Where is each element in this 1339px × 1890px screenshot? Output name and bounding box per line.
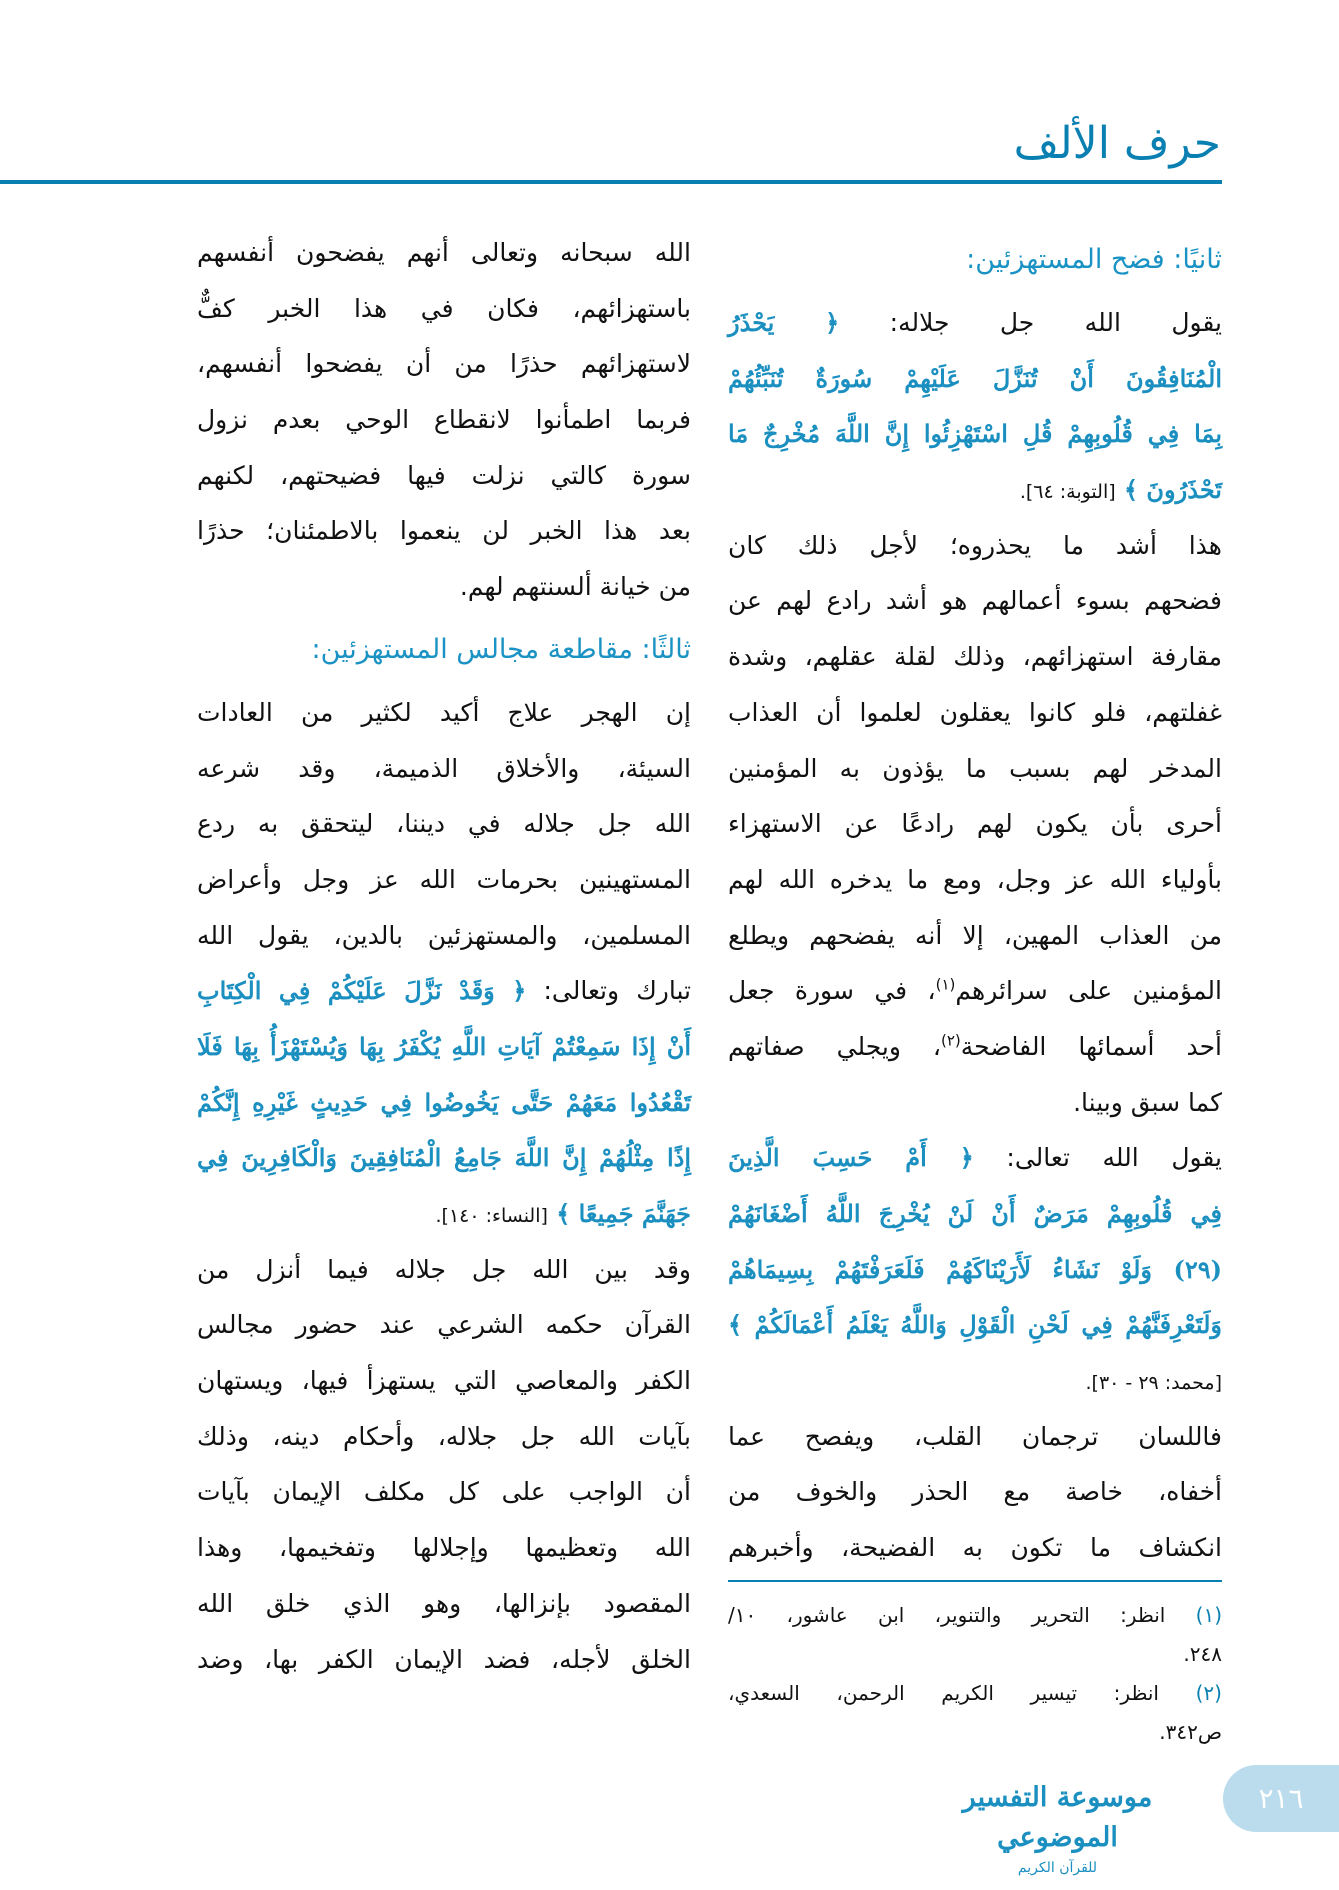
text-segment: انكشاف ما تكون به الفضيحة، وأخبرهم — [728, 1533, 1222, 1563]
verse-reference: [محمد: ٢٩ - ٣٠]. — [1085, 1372, 1222, 1395]
footnote-number: (٢) — [1158, 1680, 1222, 1705]
footnote-separator — [728, 1580, 1222, 1596]
text-segment: ، ويجلي صفاتهم — [728, 1031, 941, 1061]
text-segment: المسلمين، والمستهزئين بالدين، يقول الله — [197, 920, 691, 950]
text-segment: انظر: تيسير الكريم الرحمن، السعدي، — [728, 1680, 1159, 1705]
quran-verse-segment: أَنْ إِذَا سَمِعْتُمْ آيَاتِ اللَّهِ يُكْفَرُ بِهَا وَيُسْتَهْزَأُ بِهَا فَلَا — [197, 1031, 691, 1061]
text-segment: ص٣٤٢. — [1159, 1719, 1222, 1744]
logo-subtitle: للقرآن الكريم — [1017, 1860, 1098, 1876]
text-line — [197, 281, 691, 337]
text-segment: المؤمنين على سرائرهم — [955, 976, 1222, 1006]
text-segment: المدخر لهم بسبب ما يؤذون به المؤمنين — [728, 753, 1222, 783]
text-line — [197, 963, 691, 1019]
text-segment: كما سبق وبينا. — [1073, 1087, 1222, 1117]
text-line — [197, 448, 691, 504]
text-line — [197, 225, 691, 281]
text-segment: فضحهم بسوء أعمالهم هو أشد رادع لهم عن — [728, 586, 1222, 616]
quran-verse-segment: تَقْعُدُوا مَعَهُمْ حَتَّى يَخُوضُوا فِي حَدِيثٍ غَيْرِهِ إِنَّكُمْ — [197, 1087, 691, 1117]
text-segment: الله وتعظيمها وإجلالها وتفخيمها، وهذا — [197, 1533, 691, 1563]
text-line — [197, 1242, 691, 1298]
footnote-marker: (٢) — [941, 1031, 961, 1050]
text-segment: لاستهزائهم حذرًا من أن يفضحوا أنفسهم، — [197, 349, 691, 379]
quran-verse-segment: إِذًا مِثْلُهُمْ إِنَّ اللَّهَ جَامِعُ الْمُنَافِقِينَ وَالْكَافِرِينَ فِي — [197, 1143, 691, 1173]
quran-verse-segment: فِي قُلُوبِهِمْ مَرَضٌ أَنْ لَنْ يُخْرِجَ اللَّهُ أَضْغَانَهُمْ — [728, 1199, 1222, 1228]
footnote-line — [728, 1674, 1222, 1713]
text-line — [728, 796, 1222, 852]
text-line — [728, 629, 1222, 685]
footnote-line — [728, 1596, 1222, 1635]
text-segment: ٢٤٨. — [1183, 1641, 1222, 1666]
text-segment: أن الواجب على كل مكلف الإيمان بآيات — [197, 1477, 691, 1507]
text-segment: إن الهجر علاج أكيد لكثير من العادات — [197, 697, 691, 727]
text-line — [197, 1075, 691, 1131]
text-line — [197, 1520, 691, 1576]
text-line — [728, 685, 1222, 741]
text-line — [728, 351, 1222, 407]
text-line — [197, 503, 691, 559]
verse-reference: [التوبة: ٦٤]. — [1019, 481, 1116, 504]
text-segment: هذا أشد ما يحذروه؛ لأجل ذلك كان — [728, 530, 1222, 560]
text-line — [197, 1632, 691, 1688]
text-line — [197, 392, 691, 448]
text-line — [728, 1242, 1222, 1298]
text-segment: أحرى بأن يكون لهم رادعًا عن الاستهزاء — [728, 809, 1222, 839]
verse-reference: [النساء: ١٤٠]. — [435, 1205, 548, 1227]
text-line — [197, 1186, 691, 1242]
chapter-title: حرف الألف — [1013, 118, 1221, 169]
text-segment: بعد هذا الخبر لن ينعموا بالاطمئنان؛ حذرًا — [197, 516, 691, 546]
text-segment: القرآن حكمه الشرعي عند حضور مجالس — [197, 1310, 691, 1340]
text-segment: من العذاب المهين، إلا أنه يفضحهم ويطلع — [728, 920, 1222, 950]
text-line — [197, 1019, 691, 1075]
text-line — [197, 336, 691, 392]
text-line — [197, 741, 691, 797]
text-line — [197, 1576, 691, 1632]
text-line — [728, 1186, 1222, 1242]
text-line — [728, 462, 1222, 518]
text-line — [728, 1520, 1222, 1576]
text-segment: وقد بين الله جل جلاله فيما أنزل من — [197, 1254, 691, 1284]
text-segment: فاللسان ترجمان القلب، ويفصح عما — [728, 1421, 1222, 1451]
text-line — [197, 1353, 691, 1409]
footnote-line — [728, 1713, 1222, 1752]
text-segment: من خيانة ألسنتهم لهم. — [459, 572, 691, 602]
encyclopedia-logo — [935, 1778, 1180, 1878]
text-line — [728, 963, 1222, 1019]
text-line — [728, 741, 1222, 797]
text-line — [197, 1409, 691, 1465]
text-line — [728, 1019, 1222, 1075]
text-segment: بأولياء الله عز وجل، ومع ما يدخره الله لهم — [728, 864, 1222, 894]
footnote-number: (١) — [1165, 1602, 1222, 1627]
text-line — [728, 852, 1222, 908]
text-line — [728, 908, 1222, 964]
footnote-marker: (١) — [935, 975, 956, 994]
text-line — [197, 559, 691, 615]
text-line — [197, 1297, 691, 1353]
text-segment: الخلق لأجله، فضد الإيمان الكفر بها، وضد — [197, 1644, 691, 1674]
section-heading — [197, 615, 691, 685]
text-line — [197, 1130, 691, 1186]
text-segment: ثانيًا: فضح المستهزئين: — [966, 244, 1222, 275]
text-line — [197, 685, 691, 741]
text-segment: ، في سورة جعل — [728, 976, 936, 1006]
text-segment: فربما اطمأنوا لانقطاع الوحي بعدم نزول — [197, 405, 691, 435]
text-line — [728, 406, 1222, 462]
logo-title: موسوعة التفسير الموضوعي — [962, 1782, 1153, 1853]
text-segment: مقارفة استهزائهم، وذلك لقلة عقلهم، وشدة — [728, 642, 1222, 672]
quran-verse-segment: وَلَتَعْرِفَنَّهُمْ فِي لَحْنِ الْقَوْلِ وَاللَّهُ يَعْلَمُ أَعْمَالَكُمْ ﴾ — [728, 1310, 1223, 1340]
text-segment: المقصود بإنزالها، وهو الذي خلق الله — [197, 1588, 691, 1618]
footnote-line — [728, 1635, 1222, 1674]
text-segment: الله سبحانه وتعالى أنهم يفضحون أنفسهم — [197, 238, 691, 267]
text-segment: الله جل جلاله في ديننا، ليتحقق به ردع — [197, 809, 691, 839]
text-line — [728, 1464, 1222, 1520]
text-line — [197, 1464, 691, 1520]
text-line — [728, 573, 1222, 629]
text-line — [728, 1409, 1222, 1465]
text-line — [728, 295, 1222, 351]
text-line — [728, 1130, 1222, 1186]
quran-verse-segment: ﴿ يَحْذَرُ — [728, 308, 840, 337]
text-segment: الكفر والمعاصي التي يستهزأ فيها، ويستهان — [197, 1366, 691, 1396]
text-segment: أخفاه، خاصة مع الحذر والخوف من — [728, 1477, 1222, 1507]
text-segment: السيئة، والأخلاق الذميمة، وقد شرعه — [197, 753, 691, 783]
quran-verse-segment: ﴿ وَقَدْ نَزَّلَ عَلَيْكُمْ فِي الْكِتَابِ — [197, 976, 527, 1006]
text-line — [728, 1353, 1222, 1409]
text-line — [197, 908, 691, 964]
quran-verse-segment: ﴿ أَمْ حَسِبَ الَّذِينَ — [728, 1143, 974, 1173]
text-line — [197, 796, 691, 852]
text-segment: يقول الله جل جلاله: — [839, 308, 1223, 337]
quran-verse-segment: تَحْذَرُونَ ﴾ — [1115, 475, 1222, 505]
text-line — [197, 852, 691, 908]
page-number: ٢١٦ — [1223, 1765, 1339, 1832]
left-column — [197, 225, 691, 1687]
text-segment: يقول الله تعالى: — [973, 1143, 1222, 1173]
text-segment: بآيات الله جل جلاله، وأحكام دينه، وذلك — [197, 1421, 691, 1451]
header-divider — [0, 180, 1222, 184]
quran-verse-segment: جَهَنَّمَ جَمِيعًا ﴾ — [547, 1199, 691, 1228]
text-segment: سورة كالتي نزلت فيها فضيحتهم، لكنهم — [197, 460, 691, 490]
quran-verse-segment: الْمُنَافِقُونَ أَنْ تُنَزَّلَ عَلَيْهِمْ سُورَةٌ تُنَبِّئُهُمْ — [728, 363, 1222, 393]
text-segment: ثالثًا: مقاطعة مجالس المستهزئين: — [311, 633, 691, 665]
text-segment: انظر: التحرير والتنوير، ابن عاشور، ١٠/ — [728, 1602, 1166, 1627]
text-line — [728, 1297, 1222, 1353]
right-column — [728, 225, 1222, 1752]
text-segment: تبارك وتعالى: — [526, 976, 691, 1006]
section-heading — [728, 225, 1222, 295]
text-line — [728, 518, 1222, 574]
text-line — [728, 1075, 1222, 1131]
quran-verse-segment: بِمَا فِي قُلُوبِهِمْ قُلِ اسْتَهْزِئُوا إِنَّ اللَّهَ مُخْرِجٌ مَا — [728, 419, 1222, 449]
quran-verse-segment: (٢٩) وَلَوْ نَشَاءُ لَأَرَيْنَاكَهُمْ فَلَعَرَفْتَهُمْ بِسِيمَاهُمْ — [728, 1254, 1222, 1284]
text-segment: أحد أسمائها الفاضحة — [960, 1031, 1222, 1061]
text-segment: المستهينين بحرمات الله عز وجل وأعراض — [197, 864, 691, 894]
text-segment: غفلتهم، فلو كانوا يعقلون لعلموا أن العذاب — [728, 697, 1222, 727]
text-segment: باستهزائهم، فكان في هذا الخبر كفٌّ — [197, 293, 691, 323]
